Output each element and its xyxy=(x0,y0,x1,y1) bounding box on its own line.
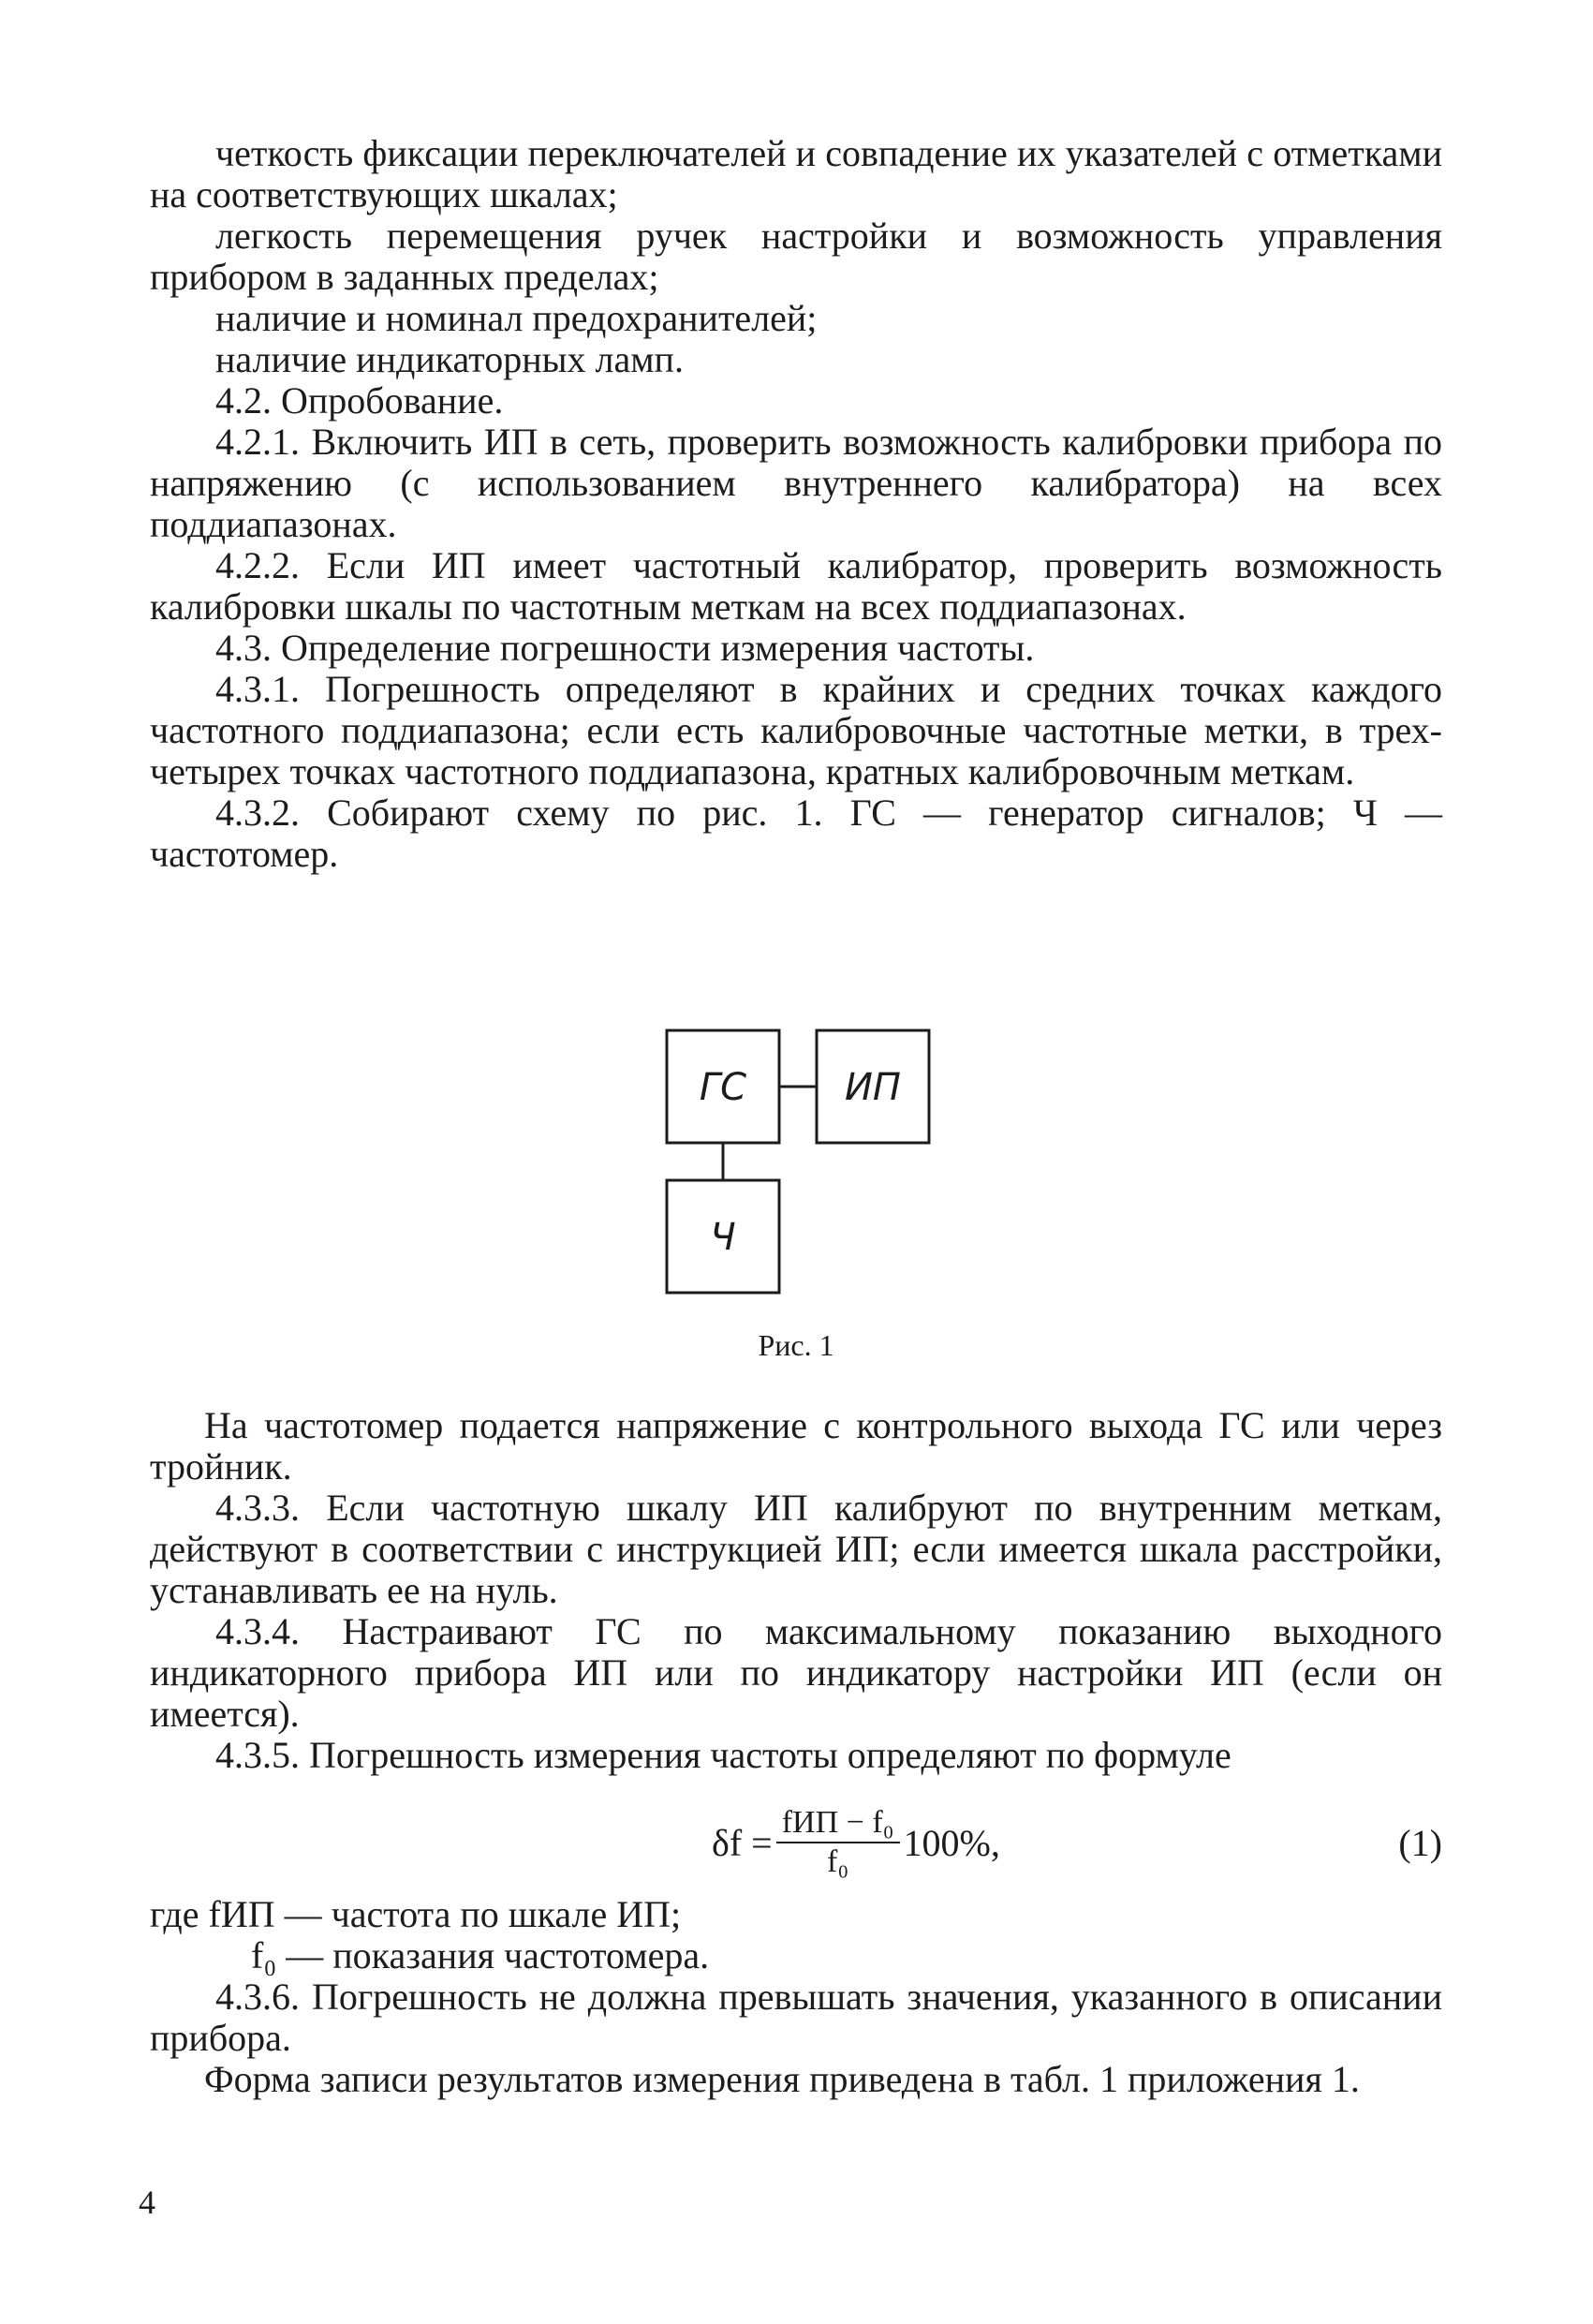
paragraph: 4.3.4. Настраивают ГС по максимальному показанию выходного индикаторного прибора ИП или по индикатору настройки ИП (если он имеется). xyxy=(150,1610,1442,1735)
paragraph: 4.2. Опробование. xyxy=(215,379,504,422)
paragraph: Форма записи результатов измерения приведена в табл. 1 приложения 1. xyxy=(204,2058,1360,2100)
formula-fraction xyxy=(776,1804,900,1881)
paragraph: 4.3.1. Погрешность определяют в крайних и средних точках каждого частотного поддиапазона; если есть калибровочные частотные метки, в трех-четырех точках частотного поддиапазона, кратных калибровочным меткам. xyxy=(150,668,1442,792)
block-diagram xyxy=(656,1019,946,1310)
paragraph: 4.3.3. Если частотную шкалу ИП калибруют по внутренним меткам, действуют в соответствии с инструкцией ИП; если имеется шкала расстройки, устанавливать ее на нуль. xyxy=(150,1487,1442,1611)
formula-line xyxy=(150,1791,1442,1894)
paragraph: На частотомер подается напряжение с контрольного выхода ГС или через тройник. xyxy=(150,1404,1442,1488)
formula-rhs: 100%, xyxy=(903,1821,1000,1864)
figure-caption: Рис. 1 xyxy=(758,1328,834,1362)
box-gs-label: ГС xyxy=(699,1066,747,1109)
text-block-top xyxy=(150,133,1442,875)
where-line: f₀ — показания частотомера. xyxy=(251,1934,710,1976)
equation-number: (1) xyxy=(1398,1822,1442,1864)
text-block-bottom xyxy=(150,1894,1442,2100)
page-number: 4 xyxy=(139,2183,155,2221)
formula xyxy=(712,1791,1000,1894)
paragraph: 4.3.2. Собирают схему по рис. 1. ГС — генератор сигналов; Ч — частотомер. xyxy=(150,792,1442,875)
paragraph: наличие и номинал предохранителей; xyxy=(215,297,818,339)
paragraph: 4.3.5. Погрешность измерения частоты определяют по формуле xyxy=(215,1734,1232,1776)
text-block-middle xyxy=(150,1405,1442,1776)
paragraph: наличие индикаторных ламп. xyxy=(215,338,684,380)
box-ip-label: ИП xyxy=(845,1066,901,1109)
paragraph: легкость перемещения ручек настройки и возможность управления прибором в заданных пределах; xyxy=(150,215,1442,298)
box-ch-label: Ч xyxy=(710,1216,736,1259)
paragraph: четкость фиксации переключателей и совпадение их указателей с отметками на соответствующих шкалах; xyxy=(150,132,1442,215)
paragraph: 4.3.6. Погрешность не должна превышать значения, указанного в описании прибора. xyxy=(150,1976,1442,2059)
formula-denominator: f₀ xyxy=(827,1844,849,1879)
formula-lhs: δf = xyxy=(712,1821,773,1864)
paragraph: 4.3. Определение погрешности измерения частоты. xyxy=(215,627,1035,669)
formula-numerator: fИП − f₀ xyxy=(776,1804,900,1843)
where-line: где fИП — частота по шкале ИП; xyxy=(150,1893,682,1935)
paragraph: 4.2.1. Включить ИП в сеть, проверить возможность калибровки прибора по напряжению (с использованием внутреннего калибратора) на всех поддиапазонах. xyxy=(150,421,1442,545)
paragraph: 4.2.2. Если ИП имеет частотный калибратор, проверить возможность калибровки шкалы по частотным меткам на всех поддиапазонах. xyxy=(150,544,1442,628)
